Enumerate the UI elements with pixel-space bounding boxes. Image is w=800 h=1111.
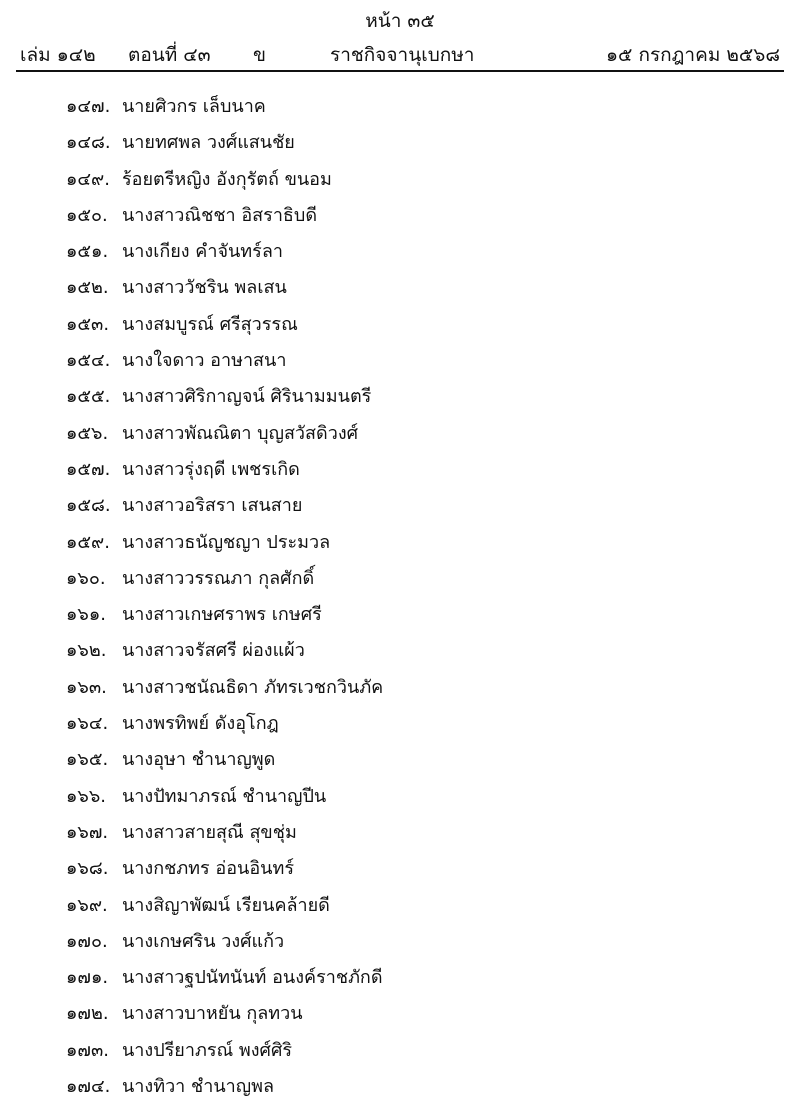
list-item — [0, 201, 800, 237]
list-item — [0, 382, 800, 418]
entry-number: ๑๖๗. — [66, 821, 109, 843]
entry-number: ๑๕๘. — [66, 495, 111, 517]
entry-number: ๑๕๕. — [66, 386, 111, 408]
entry-name: นางเกษศริน วงศ์แก้ว — [122, 930, 285, 952]
entry-name: นางสาวณิชชา อิสราธิบดี — [122, 204, 318, 226]
list-item — [0, 963, 800, 999]
entry-name: นางสาวสายสุณี สุขชุ่ม — [122, 821, 297, 843]
entry-name: นางทิวา ชำนาญพล — [122, 1076, 274, 1098]
entry-number: ๑๕๐. — [66, 204, 108, 226]
list-item — [0, 128, 800, 164]
entry-number: ๑๖๘. — [66, 858, 109, 880]
entry-number: ๑๕๗. — [66, 458, 111, 480]
page-number: หน้า ๓๕ — [365, 10, 435, 32]
entry-name: นางสาวจรัสศรี ผ่องแผ้ว — [122, 640, 305, 662]
entry-name: นางสมบูรณ์ ศรีสุวรรณ — [122, 313, 298, 335]
entry-number: ๑๔๗. — [66, 96, 111, 117]
list-item — [0, 600, 800, 636]
entry-name: นายทศพล วงศ์แสนชัย — [122, 132, 295, 154]
list-item — [0, 891, 800, 927]
entry-number: ๑๖๓. — [66, 676, 107, 698]
name-list — [0, 92, 800, 1108]
list-item — [0, 927, 800, 963]
entry-number: ๑๕๑. — [66, 241, 109, 263]
entry-number: ๑๗๑. — [66, 967, 109, 989]
list-item — [0, 273, 800, 309]
list-item — [0, 709, 800, 745]
list-item — [0, 237, 800, 273]
entry-number: ๑๕๔. — [66, 350, 111, 372]
entry-name: นางสาวอริสรา เสนสาย — [122, 495, 303, 517]
entry-name: นางสาวธนัญชญา ประมวล — [122, 531, 331, 553]
list-item — [0, 782, 800, 818]
list-item — [0, 528, 800, 564]
header-divider — [16, 70, 784, 72]
publication-title: ราชกิจจานุเบกษา — [330, 44, 475, 66]
entry-name: นางพรทิพย์ ดังอุโกฎ — [122, 713, 279, 735]
entry-name: นายศิวกร เล็บนาค — [122, 96, 266, 117]
list-item — [0, 310, 800, 346]
list-item — [0, 92, 800, 128]
entry-number: ๑๕๙. — [66, 531, 110, 553]
entry-name: นางสาวเกษศราพร เกษศรี — [122, 604, 322, 626]
entry-name: นางสาววรรณภา กุลศักดิ์ — [122, 567, 315, 589]
list-item — [0, 564, 800, 600]
publication-date: ๑๕ กรกฎาคม ๒๕๖๘ — [605, 44, 780, 66]
entry-number: ๑๖๖. — [66, 785, 106, 807]
entry-name: นางอุษา ชำนาญพูด — [122, 749, 276, 771]
list-item — [0, 346, 800, 382]
entry-name: นางปรียาภรณ์ พงศ์ศิริ — [122, 1039, 293, 1061]
entry-number: ๑๖๔. — [66, 713, 109, 735]
entry-name: นางสาววัชริน พลเสน — [122, 277, 287, 299]
entry-number: ๑๗๒. — [66, 1003, 109, 1025]
entry-number: ๑๖๙. — [66, 894, 108, 916]
list-item — [0, 818, 800, 854]
volume-number: เล่ม ๑๔๒ — [20, 44, 96, 66]
entry-name: นางเกียง คำจันทร์ลา — [122, 241, 283, 263]
entry-name: นางสิญาพัฒน์ เรียนคล้ายดี — [122, 894, 330, 916]
list-item — [0, 1036, 800, 1072]
list-item — [0, 455, 800, 491]
list-item — [0, 165, 800, 201]
entry-name: ร้อยตรีหญิง อังกุรัตถ์ ขนอม — [122, 168, 332, 190]
entry-name: นางสาวพัณณิตา บุญสวัสดิวงศ์ — [122, 422, 359, 444]
list-item — [0, 1072, 800, 1108]
list-item — [0, 999, 800, 1035]
entry-number: ๑๖๒. — [66, 640, 107, 662]
entry-number: ๑๕๓. — [66, 313, 110, 335]
entry-number: ๑๖๕. — [66, 749, 109, 771]
issue-number: ตอนที่ ๔๓ — [128, 44, 211, 66]
entry-number: ๑๔๙. — [66, 168, 110, 190]
entry-name: นางสาวฐปนัทนันท์ อนงค์ราชภักดี — [122, 967, 383, 989]
entry-name: นางใจดาว อาษาสนา — [122, 350, 287, 372]
entry-number: ๑๗๓. — [66, 1039, 109, 1061]
entry-name: นางสาวบาหยัน กุลทวน — [122, 1003, 303, 1025]
entry-name: นางสาวชนัณธิดา ภัทรเวชกวินภัค — [122, 676, 384, 698]
running-header — [0, 40, 800, 70]
list-item — [0, 673, 800, 709]
list-item — [0, 636, 800, 672]
section-label: ข — [253, 44, 266, 66]
entry-name: นางกชภทร อ่อนอินทร์ — [122, 858, 295, 880]
entry-number: ๑๕๖. — [66, 422, 109, 444]
entry-number: ๑๖๑. — [66, 604, 106, 626]
entry-number: ๑๕๒. — [66, 277, 109, 299]
entry-number: ๑๗๔. — [66, 1076, 111, 1098]
list-item — [0, 419, 800, 455]
list-item — [0, 745, 800, 781]
entry-name: นางสาวรุ่งฤดี เพชรเกิด — [122, 458, 300, 480]
entry-number: ๑๖๐. — [66, 567, 106, 589]
entry-number: ๑๗๐. — [66, 930, 108, 952]
entry-name: นางสาวศิริกาญจน์ ศิรินามมนตรี — [122, 386, 372, 408]
entry-number: ๑๔๘. — [66, 132, 111, 154]
list-item — [0, 491, 800, 527]
entry-name: นางปัทมาภรณ์ ชำนาญปีน — [122, 785, 327, 807]
list-item — [0, 854, 800, 890]
